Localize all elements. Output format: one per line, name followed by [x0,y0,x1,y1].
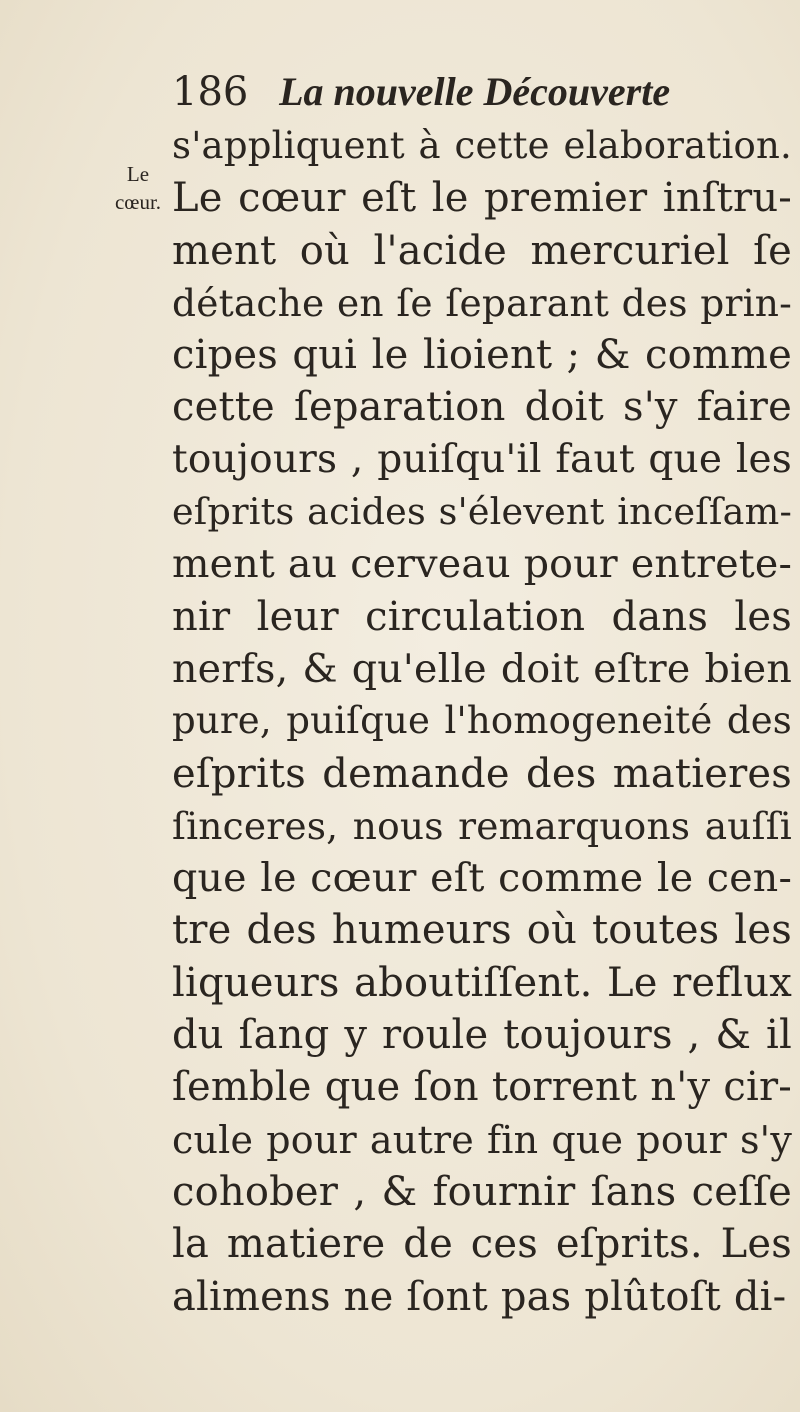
text-line: Le cœur eſt le premier inſtru- [172,175,792,222]
text-line: tre des humeurs où toutes les [172,907,792,954]
running-title: La nouvelle Découverte [279,69,671,114]
text-line: eſprits acides s'élevent inceſſam- [172,490,792,534]
text-line: la matiere de ces eſprits. Les [172,1221,792,1268]
text-line: cohober , & fournir ſans ceſſe [172,1168,792,1215]
text-line: ment où l'acide mercuriel ſe [172,227,792,274]
text-line: toujours , puiſqu'il faut que les [172,436,792,482]
text-line: eſprits demande des matieres [172,750,792,797]
text-line: que le cœur eſt comme le cen- [172,855,792,902]
text-line: cule pour autre fin que pour s'y [172,1117,792,1162]
text-line: ment au cerveau pour entrete- [172,541,792,588]
margin-note-line: Le [126,162,150,186]
margin-note [100,160,176,216]
page-header [172,68,670,116]
body-text [172,120,792,1323]
text-line: nerfs, & qu'elle doit eſtre bien [172,645,792,692]
text-line: ſinceres, nous remarquons auſſi [172,803,792,848]
text-line: cette ſeparation doit s'y faire [172,384,792,431]
text-line: s'appliquent à cette elaboration. [172,124,792,167]
text-line: alimens ne ſont pas plûtoſt di- [172,1273,787,1320]
text-line: du ſang y roule toujours , & il [172,1012,792,1059]
text-line: cipes qui le lioient ; & comme [172,332,792,379]
text-line: détache en ſe ſeparant des prin- [172,280,792,325]
text-line: liqueurs aboutiſſent. Le reflux [172,959,792,1006]
text-line: pure, puiſque l'homogeneité des [172,699,792,743]
page-number: 186 [172,69,249,115]
text-line: nir leur circulation dans les [172,593,792,640]
text-line: ſemble que ſon torrent n'y cir- [172,1064,792,1111]
margin-note-line: cœur. [114,190,162,214]
